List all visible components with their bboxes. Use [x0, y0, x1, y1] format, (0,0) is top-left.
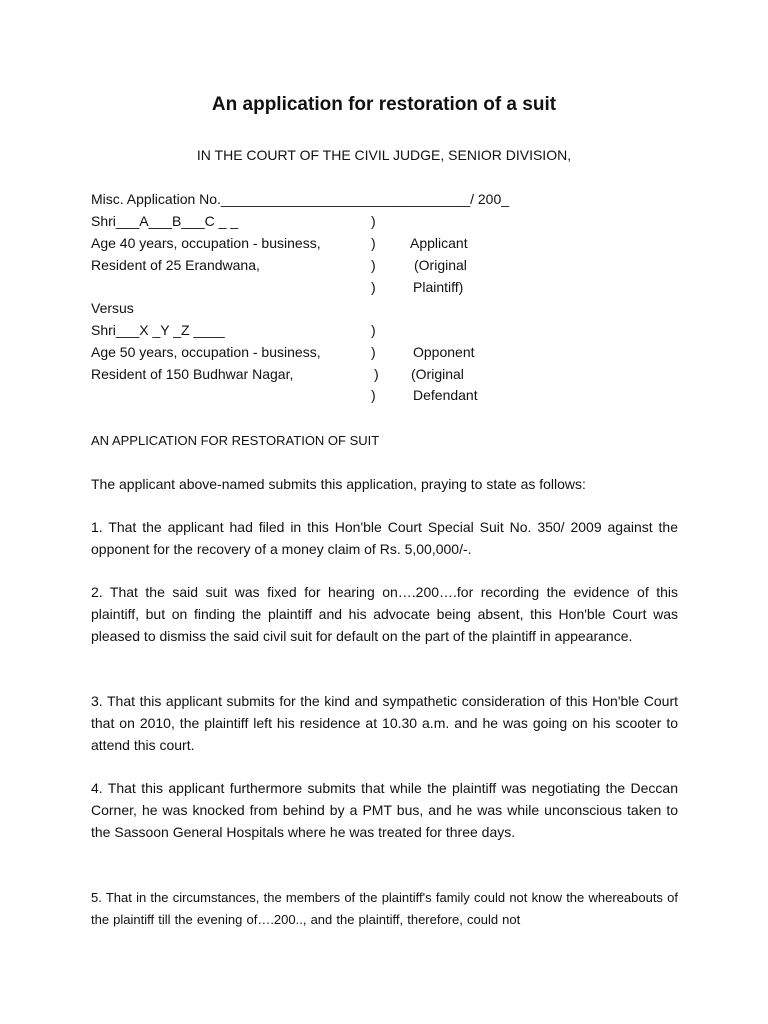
opponent-role: (Original [411, 366, 464, 382]
applicant-residence: Resident of 25 Erandwana, [91, 257, 260, 273]
paragraph-4: 4. That this applicant furthermore submits that while the plaintiff was negotiating the Deccan Corner, he was knocked from behind by a PMT bus, and he was while unconscious taken to the Sassoon General Hospitals where he was treated for three days. [91, 780, 678, 840]
court-line: IN THE COURT OF THE CIVIL JUDGE, SENIOR DIVISION, [196, 147, 572, 163]
applicant-name: Shri___A___B___C _ _ [91, 213, 239, 229]
bracket: ) [371, 387, 376, 403]
intro-text: The applicant above-named submits this application, praying to state as follows: [91, 476, 586, 492]
opponent-role: Defendant [413, 387, 478, 403]
bracket: ) [371, 213, 376, 229]
applicant-role: Plaintiff) [413, 279, 464, 295]
versus-label: Versus [91, 300, 134, 316]
bracket: ) [371, 322, 376, 338]
opponent-name: Shri___X _Y _Z ____ [91, 322, 225, 338]
bracket: ) [371, 344, 376, 360]
paragraph-1: 1. That the applicant had filed in this Hon'ble Court Special Suit No. 350/ 2009 against the opponent for the recovery of a money claim of Rs. 5,00,000/-. [91, 519, 678, 557]
bracket: ) [371, 279, 376, 295]
section-heading: AN APPLICATION FOR RESTORATION OF SUIT [91, 433, 380, 448]
opponent-residence: Resident of 150 Budhwar Nagar, [91, 366, 294, 382]
paragraph-5: 5. That in the circumstances, the members of the plaintiff's family could not know the whereabouts of the plaintiff till the evening of….200.., and the plaintiff, therefore, could not [91, 890, 678, 927]
misc-application-line: Misc. Application No.________________________________/ 200_ [91, 191, 510, 207]
applicant-age: Age 40 years, occupation - business, [91, 235, 321, 251]
bracket: ) [371, 257, 376, 273]
applicant-role: Applicant [410, 235, 468, 251]
opponent-role: Opponent [413, 344, 475, 360]
applicant-role: (Original [414, 257, 467, 273]
bracket: ) [371, 235, 376, 251]
paragraph-2: 2. That the said suit was fixed for hearing on….200….for recording the evidence of this plaintiff, but on finding the plaintiff and his advocate being absent, this Hon'ble Court was pleased to dismiss the said civil suit for default on the part of the plaintiff in appearance. [91, 584, 678, 644]
opponent-age: Age 50 years, occupation - business, [91, 344, 321, 360]
document-title: An application for restoration of a suit [211, 94, 557, 115]
paragraph-3: 3. That this applicant submits for the kind and sympathetic consideration of this Hon'ble Court that on 2010, the plaintiff left his residence at 10.30 a.m. and he was going on his scooter to attend this court. [91, 693, 678, 753]
bracket: ) [374, 366, 379, 382]
